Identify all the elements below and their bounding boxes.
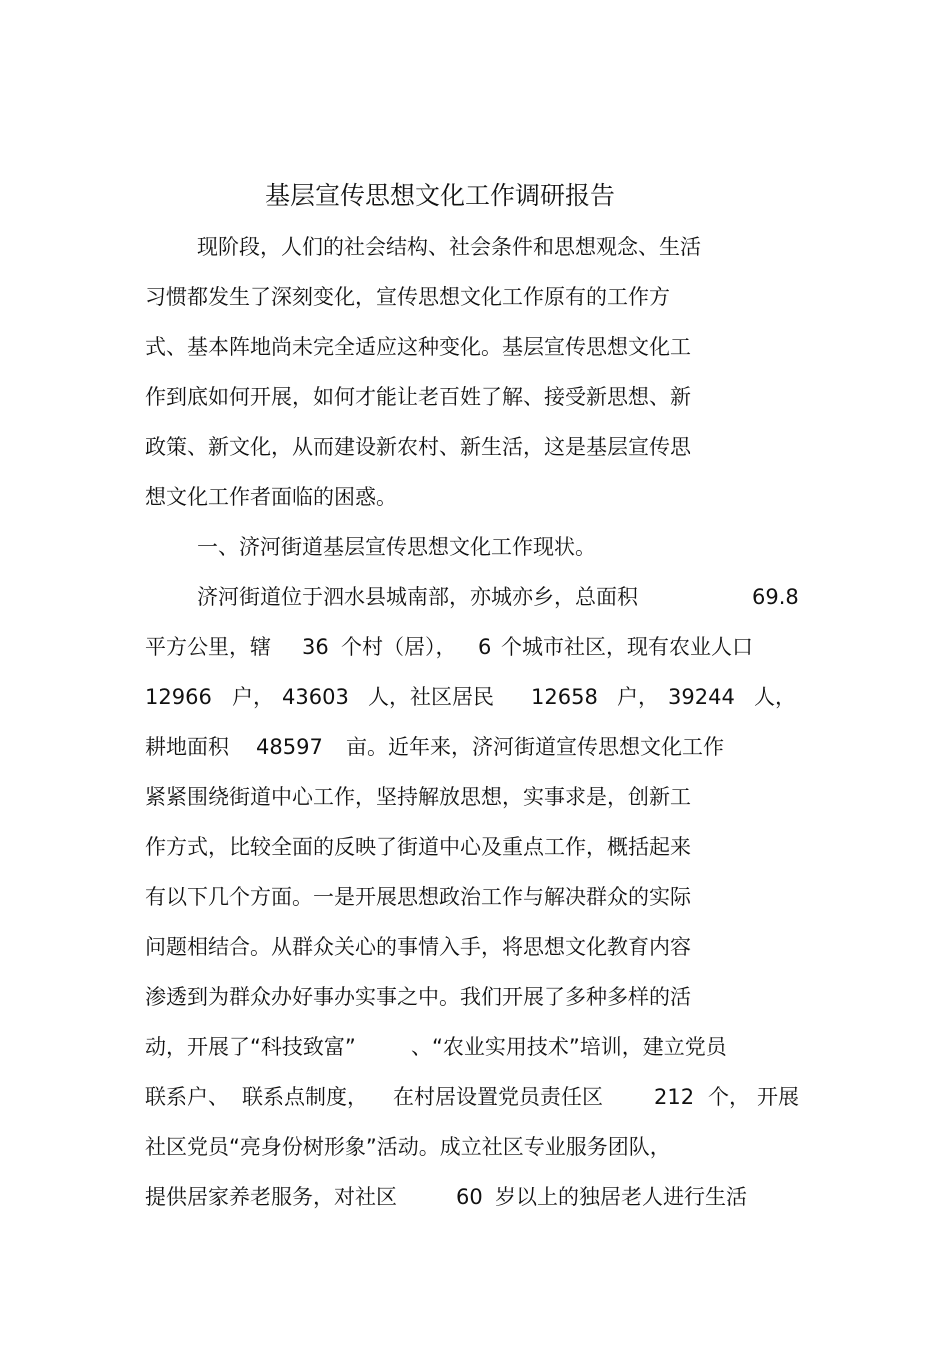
text-segment: 48597 bbox=[256, 735, 323, 759]
text-segment: 亩。近年来，济河街道宣传思想文化工作 bbox=[346, 735, 724, 759]
document-title: 基层宣传思想文化工作调研报告 bbox=[264, 181, 615, 210]
text-segment: 一、济河街道基层宣传思想文化工作现状。 bbox=[197, 535, 596, 559]
text-segment: 政策、新文化，从而建设新农村、新生活，这是基层宣传思 bbox=[145, 435, 691, 459]
text-segment: 人，社区居民 bbox=[368, 685, 494, 709]
text-segment: 社区党员“亮身份树形象”活动。成立社区专业服务团队， bbox=[145, 1135, 671, 1159]
text-segment: 渗透到为群众办好事办实事之中。我们开展了多种多样的活 bbox=[145, 985, 691, 1009]
text-segment: 户， bbox=[232, 685, 274, 709]
text-segment: 在村居设置党员责任区 bbox=[393, 1085, 603, 1109]
text-segment: 6 bbox=[478, 635, 492, 659]
text-segment: 39244 bbox=[668, 685, 735, 709]
text-segment: 现阶段，人们的社会结构、社会条件和思想观念、生活 bbox=[197, 235, 701, 259]
text-segment: 、“农业实用技术”培训，建立党员 bbox=[411, 1035, 727, 1059]
text-segment: 个， bbox=[708, 1085, 750, 1109]
text-segment: 个城市社区，现有农业人口 bbox=[501, 635, 753, 659]
text-segment: 联系户、 bbox=[145, 1085, 229, 1109]
text-segment: 联系点制度， bbox=[242, 1085, 368, 1109]
text-segment: 有以下几个方面。一是开展思想政治工作与解决群众的实际 bbox=[145, 885, 691, 909]
text-segment: 69.8 bbox=[752, 585, 799, 609]
text-segment: 济河街道位于泗水县城南部，亦城亦乡，总面积 bbox=[197, 585, 638, 609]
text-segment: 平方公里，辖 bbox=[145, 635, 271, 659]
text-segment: 36 bbox=[302, 635, 329, 659]
text-segment: 开展 bbox=[757, 1085, 799, 1109]
text-segment: 12658 bbox=[531, 685, 598, 709]
text-segment: 人， bbox=[754, 685, 796, 709]
text-segment: 12966 bbox=[145, 685, 212, 709]
text-segment: 式、基本阵地尚未完全适应这种变化。基层宣传思想文化工 bbox=[145, 335, 691, 359]
text-segment: 个村（居）， bbox=[341, 635, 457, 659]
text-segment: 60 bbox=[456, 1185, 483, 1209]
text-segment: 紧紧围绕街道中心工作，坚持解放思想，实事求是，创新工 bbox=[145, 785, 691, 809]
text-segment: 问题相结合。从群众关心的事情入手，将思想文化教育内容 bbox=[145, 935, 691, 959]
text-segment: 提供居家养老服务，对社区 bbox=[145, 1185, 397, 1209]
text-segment: 耕地面积 bbox=[145, 735, 229, 759]
text-segment: 想文化工作者面临的困惑。 bbox=[145, 485, 397, 509]
text-segment: 习惯都发生了深刻变化，宣传思想文化工作原有的工作方 bbox=[145, 285, 670, 309]
text-segment: 动，开展了“科技致富” bbox=[145, 1035, 356, 1059]
text-segment: 212 bbox=[654, 1085, 695, 1109]
text-segment: 43603 bbox=[282, 685, 349, 709]
text-segment: 岁以上的独居老人进行生活 bbox=[495, 1185, 747, 1209]
text-segment: 作到底如何开展，如何才能让老百姓了解、接受新思想、新 bbox=[145, 385, 691, 409]
text-segment: 户， bbox=[617, 685, 659, 709]
text-segment: 作方式，比较全面的反映了街道中心及重点工作，概括起来 bbox=[145, 835, 691, 859]
